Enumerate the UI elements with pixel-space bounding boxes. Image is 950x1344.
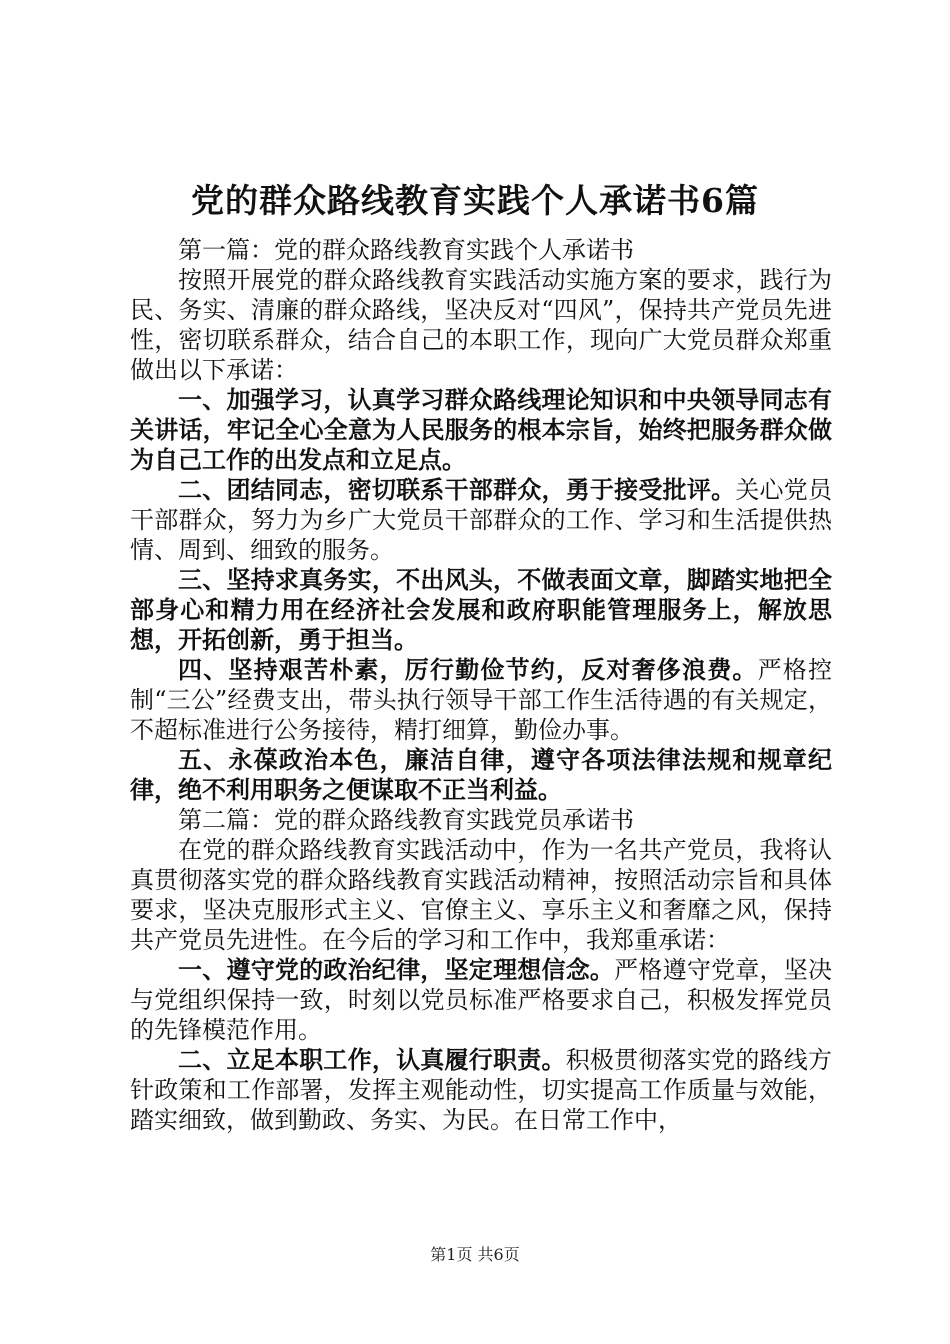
page-footer: 第1页 共6页 [430, 1245, 520, 1264]
paragraph-5 [130, 565, 832, 655]
paragraph-10-bold: 一、遵守党的政治纪律，坚定理想信念。 [178, 956, 615, 984]
document-body [130, 235, 832, 1135]
paragraph-6-bold: 四、坚持艰苦朴素，厉行勤俭节约，反对奢侈浪费。 [178, 656, 758, 684]
paragraph-1 [130, 235, 832, 265]
paragraph-8-text: 第二篇：党的群众路线教育实践党员承诺书 [178, 806, 634, 834]
paragraph-6 [130, 655, 832, 745]
paragraph-11 [130, 1045, 832, 1135]
paragraph-6-text: 严格控制“三公”经费支出，带头执行领导干部工作生活待遇的有关规定，不超标准进行公务接待，精打细算，勤俭办事。 [130, 656, 833, 744]
paragraph-3-bold: 一、加强学习，认真学习群众路线理论知识和中央领导同志有关讲话，牢记全心全意为人民服务的根本宗旨，始终把服务群众做为自己工作的出发点和立足点。 [130, 386, 832, 474]
paragraph-11-bold: 二、立足本职工作，认真履行职责。 [178, 1046, 566, 1074]
paragraph-9 [130, 835, 832, 955]
paragraph-2 [130, 265, 832, 385]
paragraph-5-bold: 三、坚持求真务实，不出风头，不做表面文章，脚踏实地把全部身心和精力用在经济社会发展和政府职能管理服务上，解放思想，开拓创新，勇于担当。 [130, 566, 832, 654]
paragraph-10 [130, 955, 832, 1045]
paragraph-9-text: 在党的群众路线教育实践活动中，作为一名共产党员，我将认真贯彻落实党的群众路线教育实践活动精神，按照活动宗旨和具体要求，坚决克服形式主义、官僚主义、享乐主义和奢靡之风，保持共产党员先进性。在今后的学习和工作中，我郑重承诺： [130, 836, 832, 954]
paragraph-8 [130, 805, 832, 835]
paragraph-1-text: 第一篇：党的群众路线教育实践个人承诺书 [178, 236, 634, 264]
paragraph-7-bold: 五、永葆政治本色，廉洁自律，遵守各项法律法规和规章纪律，绝不利用职务之便谋取不正当利益。 [130, 746, 832, 804]
paragraph-2-text: 按照开展党的群众路线教育实践活动实施方案的要求，践行为民、务实、清廉的群众路线，坚决反对“四风”，保持共产党员先进性，密切联系群众，结合自己的本职工作，现向广大党员群众郑重做出以下承诺： [130, 266, 832, 384]
paragraph-4-text: 关心党员干部群众，努力为乡广大党员干部群众的工作、学习和生活提供热情、周到、细致的服务。 [130, 476, 833, 564]
paragraph-3 [130, 385, 832, 475]
paragraph-10-text: 严格遵守党章，坚决与党组织保持一致，时刻以党员标准严格要求自己，积极发挥党员的先锋模范作用。 [130, 956, 833, 1044]
paragraph-4 [130, 475, 832, 565]
paragraph-11-text: 积极贯彻落实党的路线方针政策和工作部署，发挥主观能动性，切实提高工作质量与效能，踏实细致，做到勤政、务实、为民。在日常工作中， [130, 1046, 833, 1134]
paragraph-4-bold: 二、团结同志，密切联系干部群众，勇于接受批评。 [178, 476, 736, 504]
document-title: 党的群众路线教育实践个人承诺书6篇 [191, 181, 759, 220]
paragraph-7 [130, 745, 832, 805]
